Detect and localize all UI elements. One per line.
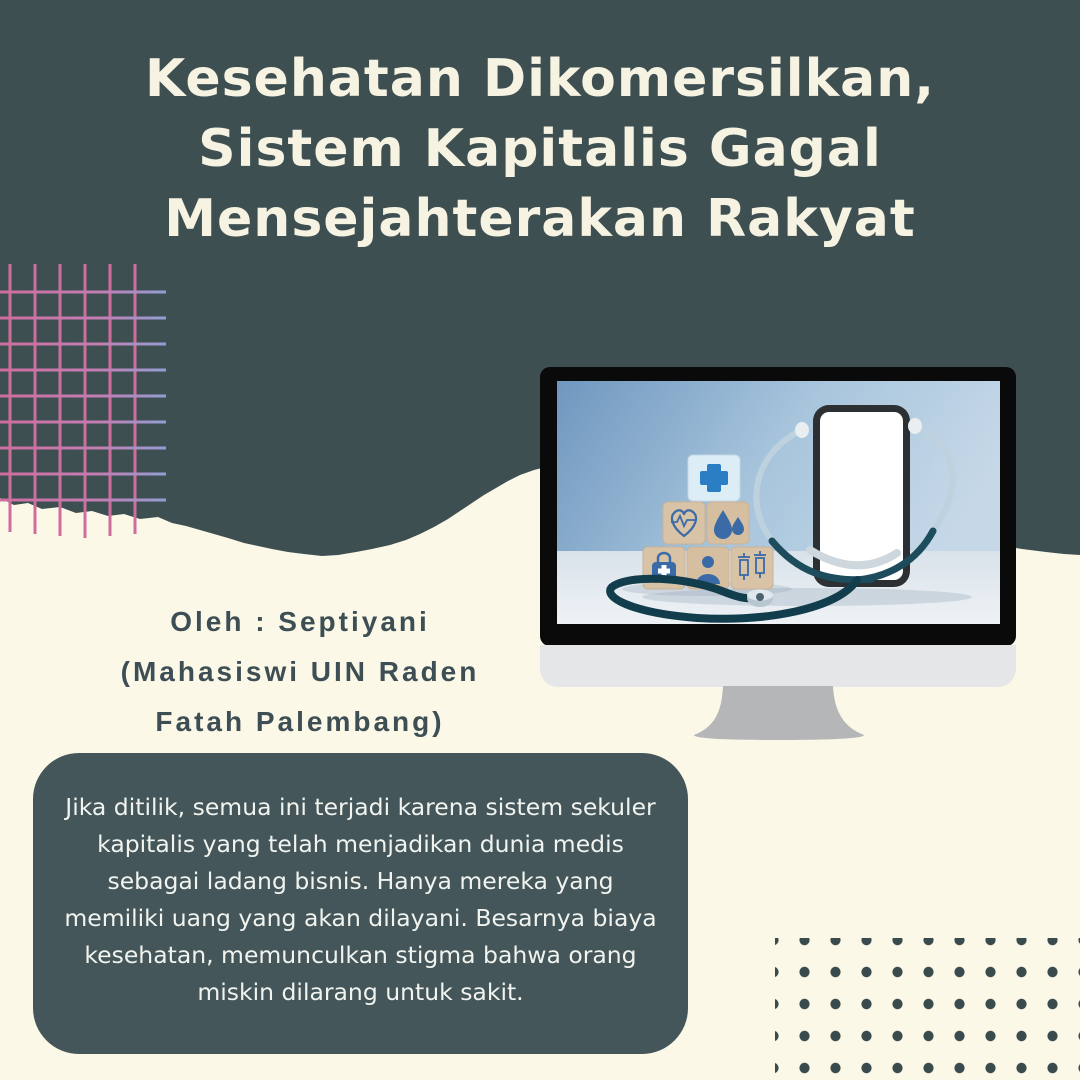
earpiece: [795, 422, 809, 438]
monitor-stand: [660, 686, 900, 742]
title-line-1: Kesehatan Dikomersilkan,: [144, 49, 936, 109]
grid-horizontal-lines: [0, 292, 166, 500]
byline-line-1: Oleh : Septiyani: [170, 606, 430, 637]
screen-photo: [557, 381, 1000, 624]
stand-shape: [694, 686, 864, 740]
dots-pattern: [775, 938, 1080, 1080]
earpiece: [908, 418, 922, 434]
grid-vertical-lines: [10, 264, 135, 538]
monitor-chin: [540, 645, 1016, 687]
chest-piece: [747, 589, 773, 607]
wood-block: [731, 547, 773, 589]
wood-block: [663, 502, 705, 544]
title-line-2: Sistem Kapitalis Gagal: [198, 119, 882, 179]
poster-title: [0, 44, 1080, 254]
body-panel: [33, 753, 688, 1054]
title-line-3: Mensejahterakan Rakyat: [164, 189, 916, 249]
grid-pattern: [0, 262, 170, 540]
byline-line-3: Fatah Palembang): [155, 706, 445, 737]
author-byline: [40, 597, 560, 747]
body-text: Jika ditilik, semua ini terjadi karena sistem sekuler kapitalis yang telah menjadikan dunia medis sebagai ladang bisnis. Hanya mereka yang memiliki uang yang akan dilayani. Besarnya biaya kesehatan, memunculkan stigma bahwa orang miskin dilarang untuk sakit.: [64, 793, 657, 1006]
byline-line-2: (Mahasiswi UIN Raden: [120, 656, 480, 687]
